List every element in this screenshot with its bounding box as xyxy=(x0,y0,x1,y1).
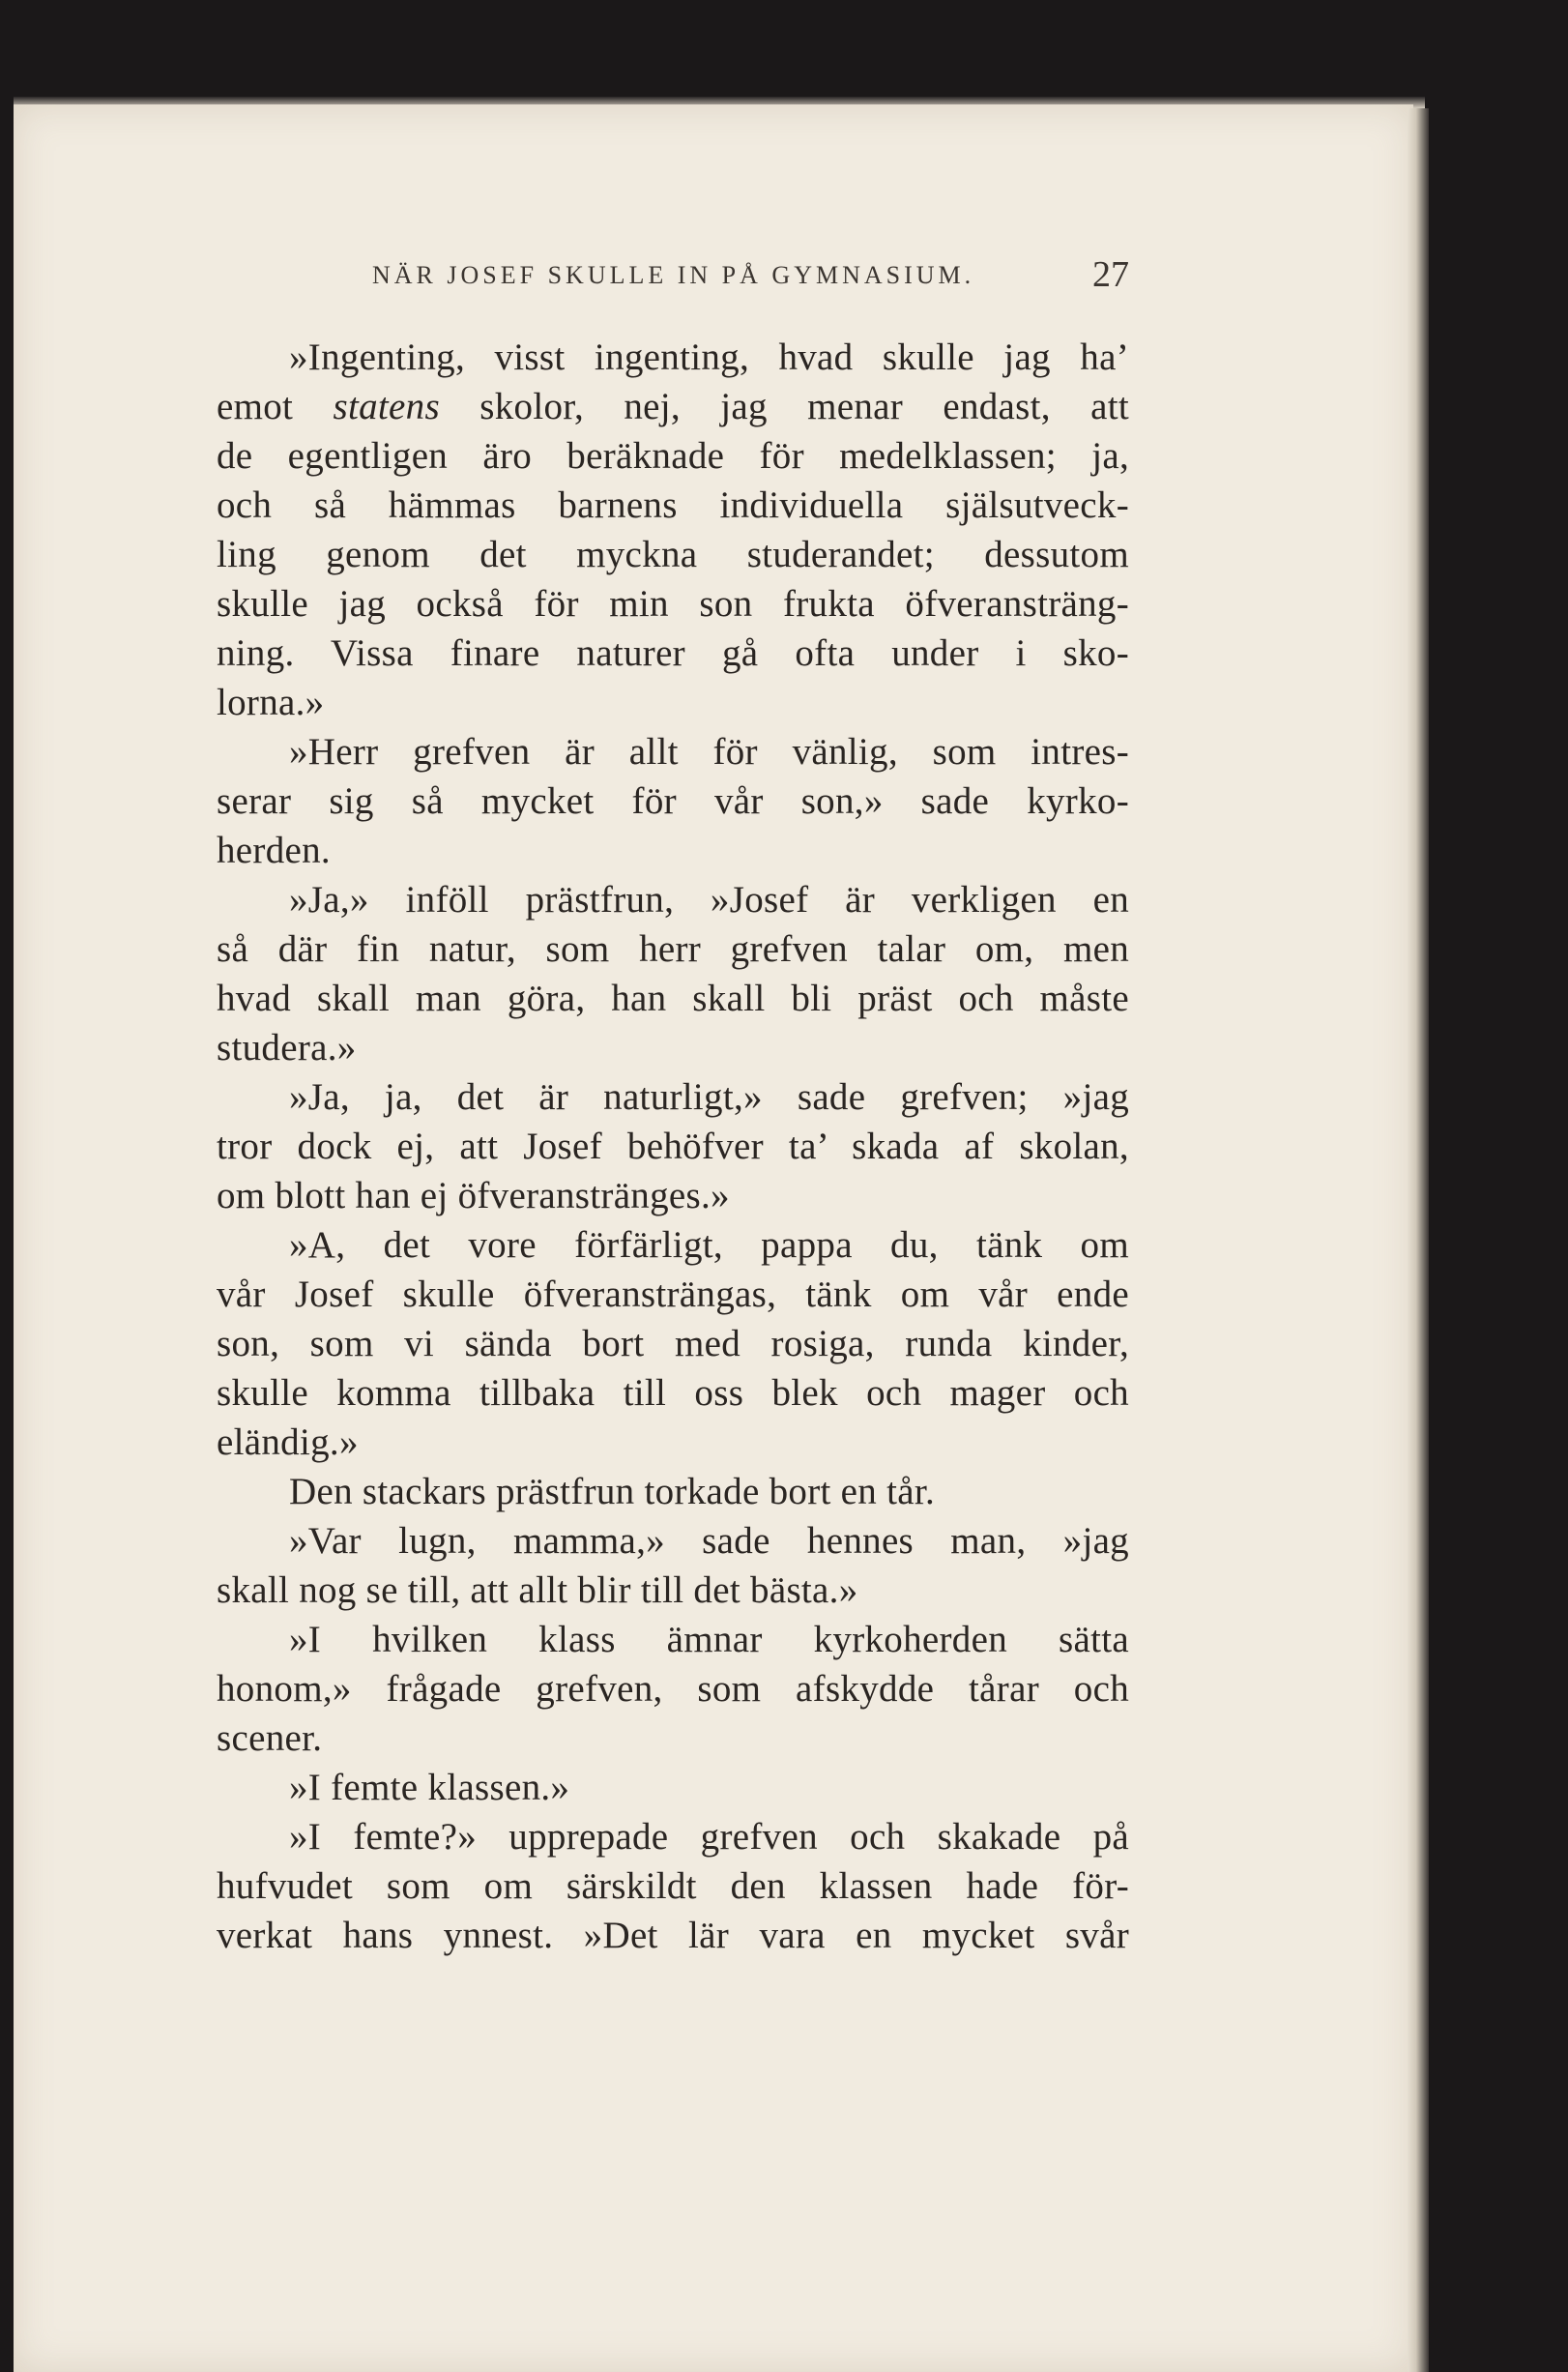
text-line: »I femte klassen.» xyxy=(289,1767,570,1808)
text-line-part: skolor, nej, jag menar endast, att xyxy=(439,386,1129,427)
text-line: så där fin natur, som herr grefven talar om, men xyxy=(217,928,1129,970)
text-line: »I femte?» upprepade grefven och skakade på xyxy=(289,1816,1129,1858)
text-line: vår Josef skulle öfveransträngas, tänk om vår ende xyxy=(217,1274,1129,1315)
text-line: ning. Vissa finare naturer gå ofta under i sko- xyxy=(217,632,1129,674)
text-line-part: emot xyxy=(217,386,334,427)
text-line: »Ingenting, visst ingenting, hvad skulle jag ha’ xyxy=(289,337,1129,378)
text-line: verkat hans ynnest. »Det lär vara en mycket svår xyxy=(217,1915,1129,1956)
text-line: honom,» frågade grefven, som afskydde tårar och xyxy=(217,1668,1129,1710)
text-line: ling genom det myckna studerandet; dessutom xyxy=(217,534,1129,575)
text-line: »Herr grefven är allt för vänlig, som intres- xyxy=(289,731,1129,773)
text-line: hvad skall man göra, han skall bli präst och måste xyxy=(217,978,1129,1019)
text-line: och så hämmas barnens individuella själsutveck- xyxy=(217,484,1129,526)
text-line: om blott han ej öfveranstränges.» xyxy=(217,1175,730,1216)
text-line: skall nog se till, att allt blir till det bästa.» xyxy=(217,1569,858,1611)
text-line: lorna.» xyxy=(217,682,325,723)
text-line: studera.» xyxy=(217,1027,357,1069)
text-line-italic xyxy=(217,383,1129,431)
text-line: »Var lugn, mamma,» sade hennes man, »jag xyxy=(289,1520,1129,1562)
text-line: »Ja, ja, det är naturligt,» sade grefven; »jag xyxy=(289,1076,1129,1118)
italic-word: statens xyxy=(333,386,440,427)
page-number: 27 xyxy=(1092,254,1129,295)
text-line: »А, det vore förfärligt, pappa du, tänk om xyxy=(289,1224,1129,1266)
text-line: skulle komma tillbaka till oss blek och mager och xyxy=(217,1372,1129,1414)
text-line: hufvudet som om särskildt den klassen hade för- xyxy=(217,1865,1129,1907)
text-line: tror dock ej, att Josef behöfver ta’ skada af skolan, xyxy=(217,1126,1129,1167)
page-right-edge xyxy=(1408,108,1429,2372)
text-line: »I hvilken klass ämnar kyrkoherden sätta xyxy=(289,1619,1129,1660)
text-line: serar sig så mycket för vår son,» sade kyrko- xyxy=(217,780,1129,822)
text-line: herden. xyxy=(217,830,331,871)
text-line: »Ja,» inföll prästfrun, »Josef är verkligen en xyxy=(289,879,1129,921)
text-line: de egentligen äro beräknade för medelklassen; ja, xyxy=(217,435,1129,477)
running-header: NÄR JOSEF SKULLE IN PÅ GYMNASIUM. xyxy=(372,261,975,289)
text-line: son, som vi sända bort med rosiga, runda kinder, xyxy=(217,1323,1129,1364)
text-line: scener. xyxy=(217,1717,323,1759)
text-line: eländig.» xyxy=(217,1421,359,1463)
text-line: skulle jag också för min son frukta öfveransträng- xyxy=(217,583,1129,625)
text-line: Den stackars prästfrun torkade bort en tår. xyxy=(289,1471,936,1512)
